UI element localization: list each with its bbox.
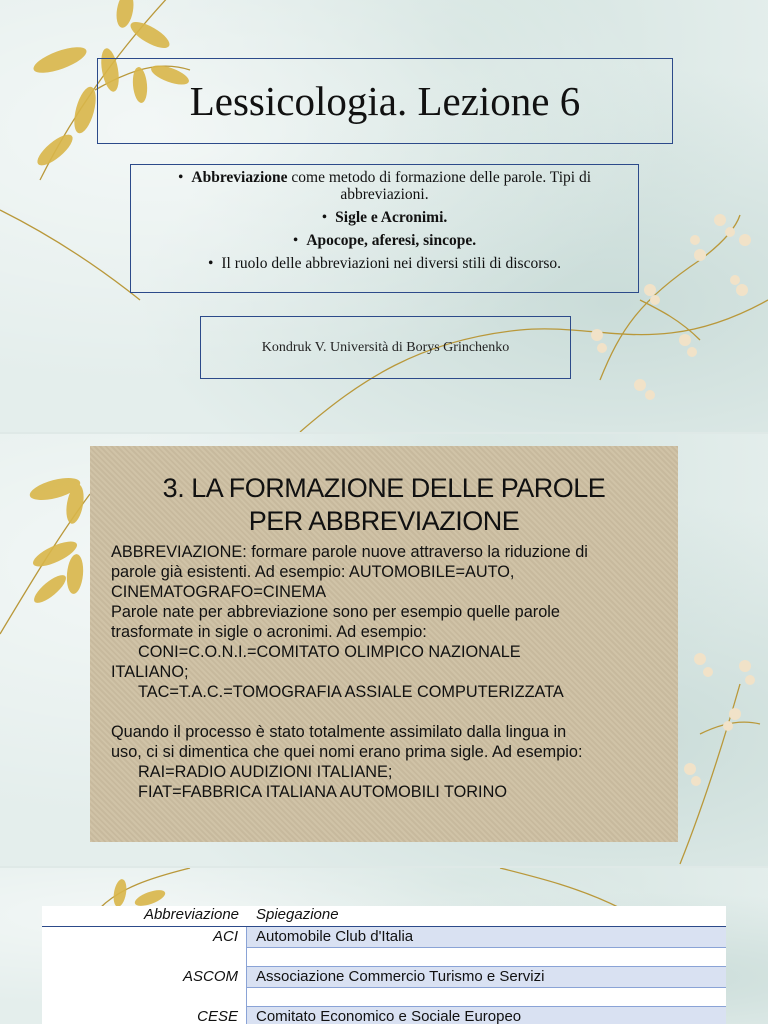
topic-text: Il ruolo delle abbreviazioni nei diversi stili di discorso. xyxy=(221,255,562,272)
body-line: parole già esistenti. Ad esempio: AUTOMOBILE=AUTO, xyxy=(111,563,515,581)
title-frame xyxy=(97,58,673,144)
section-heading xyxy=(90,472,678,538)
cell-explanation: Comitato Economico e Sociale Europeo xyxy=(247,1006,726,1024)
header-explanation: Spiegazione xyxy=(256,906,339,923)
body-line: Quando il processo è stato totalmente assimilato dalla lingua in xyxy=(111,723,567,741)
slide-table xyxy=(0,868,768,1024)
body-line: trasformate in sigle o acronimi. Ad esempio: xyxy=(111,623,427,641)
topic-text: come metodo di formazione delle parole. Tipi di abbreviazioni. xyxy=(287,169,592,203)
blank-line xyxy=(111,702,671,722)
body-line: CONI=C.O.N.I.=COMITATO OLIMPICO NAZIONALE xyxy=(138,643,521,661)
table-row xyxy=(42,926,726,966)
abbreviation-table xyxy=(42,906,726,1024)
table-header xyxy=(42,906,726,926)
cell-abbreviation: ASCOM xyxy=(42,966,247,1006)
topic-item: • Il ruolo delle abbreviazioni nei diversi stili di discorso. xyxy=(207,255,562,272)
body-line: ABBREVIAZIONE: formare parole nuove attraverso la riduzione di xyxy=(111,543,588,561)
section-body xyxy=(111,542,671,802)
cell-explanation: Associazione Commercio Turismo e Servizi xyxy=(247,966,726,988)
author-box xyxy=(200,316,571,379)
topics-list xyxy=(130,164,639,293)
cell-abbreviation: ACI xyxy=(42,926,247,966)
author-text: Kondruk V. Università di Borys Grinchenko xyxy=(261,339,510,355)
body-line: FIAT=FABBRICA ITALIANA AUTOMOBILI TORINO xyxy=(138,783,507,801)
cell-explanation-wrap xyxy=(247,1006,726,1024)
topic-bold: Sigle e Acronimi. xyxy=(335,209,448,226)
body-line: TAC=T.A.C.=TOMOGRAFIA ASSIALE COMPUTERIZZATA xyxy=(138,683,564,701)
slide-abbreviation xyxy=(0,434,768,866)
body-line: Parole nate per abbreviazione sono per esempio quelle parole xyxy=(111,603,560,621)
body-line: CINEMATOGRAFO=CINEMA xyxy=(111,583,327,601)
header-abbreviation: Abbreviazione xyxy=(143,906,239,923)
cell-explanation: Automobile Club d'Italia xyxy=(247,926,726,948)
topic-item: • Sigle e Acronimi. xyxy=(321,209,448,226)
body-line: RAI=RADIO AUDIZIONI ITALIANE; xyxy=(138,763,393,781)
heading-line: 3. LA FORMAZIONE DELLE PAROLE xyxy=(162,473,606,503)
cell-explanation-wrap xyxy=(247,966,726,1006)
header-rule xyxy=(42,926,726,927)
table-row xyxy=(42,966,726,1006)
cell-abbreviation: CESE xyxy=(42,1006,247,1024)
heading-line: PER ABBREVIAZIONE xyxy=(248,506,520,536)
topic-bold: Apocope, aferesi, sincope. xyxy=(306,232,477,249)
topic-item: • Apocope, aferesi, sincope. xyxy=(292,232,477,249)
body-line: uso, ci si dimentica che quei nomi erano prima sigle. Ad esempio: xyxy=(111,743,583,761)
topic-item: • Abbreviazione come metodo di formazione delle parole. Tipi di abbreviazioni. xyxy=(177,169,592,203)
cell-explanation-wrap xyxy=(247,926,726,966)
slide-title-text: Lessicologia. Lezione 6 xyxy=(189,78,581,124)
body-line: ITALIANO; xyxy=(111,663,189,681)
table-row xyxy=(42,1006,726,1024)
content-panel xyxy=(90,446,678,842)
topic-bold: Abbreviazione xyxy=(191,169,288,186)
slide-title xyxy=(0,0,768,432)
